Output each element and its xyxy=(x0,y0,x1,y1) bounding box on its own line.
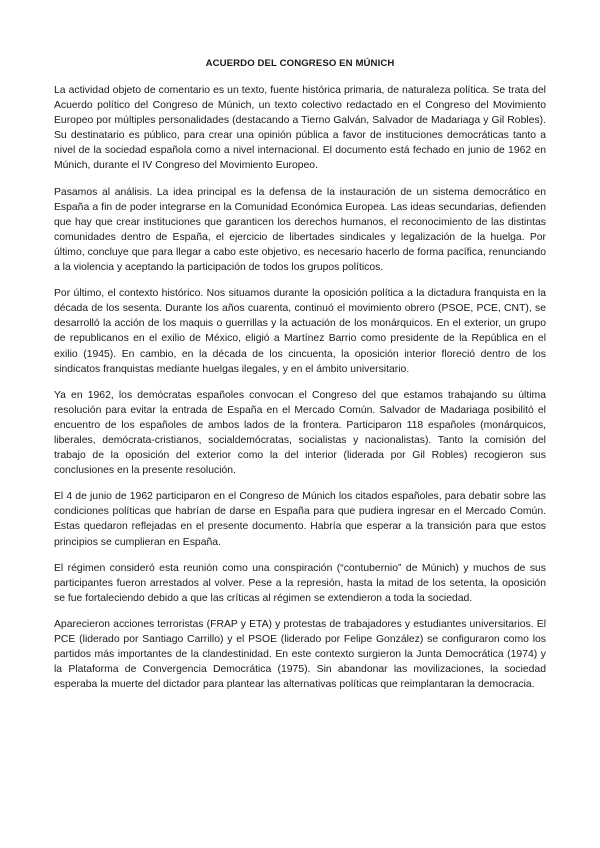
paragraph-context: Por último, el contexto histórico. Nos situamos durante la oposición política a la dictadura franquista en la década de los sesenta. Durante los años cuarenta, continuó el movimiento obrero (PSOE, PCE, CNT), se desarrolló la acción de los maquis o guerrillas y la actuación de los monárquicos. En el exterior, un grupo de republicanos en el exilio de México, eligió a Martínez Barrio como presidente de la República en el exilio (1945). En cambio, en la década de los cincuenta, la oposición interior floreció dentro de los sindicatos franquistas mediante huelgas ilegales, y en el ámbito universitario. xyxy=(54,288,546,375)
paragraph-opposition: Aparecieron acciones terroristas (FRAP y ETA) y protestas de trabajadores y estudiantes universitarios. El PCE (liderado por Santiago Carrillo) y el PSOE (liderado por Felipe González) se configuraron como los partidos más importantes de la clandestinidad. En este contexto surgieron la Junta Democrática (1974) y la Plataforma de Convergencia Democrática (1975). Sin abandonar las movilizaciones, la sociedad esperaba la muerte del dictador para plantear las alternativas políticas que reimplantaran la democracia. xyxy=(54,618,546,691)
paragraph-1962: Ya en 1962, los demócratas españoles convocan el Congreso del que estamos trabajando su última resolución para evitar la entrada de España en el Mercado Común. Salvador de Madariaga posibilitó el encuentro de los españoles de ambos lados de la frontera. Participaron 118 españoles (monárquicos, liberales, demócrata-cristianos, socialdemócratas, socialistas y nacionalistas). Tanto la comisión del trabajo de la oposición del exterior como la del interior (liderada por Gil Robles) recogieron sus conclusiones en la presente resolución. xyxy=(54,389,546,477)
paragraph-june-1962: El 4 de junio de 1962 participaron en el Congreso de Múnich los citados españoles, para debatir sobre las condiciones políticas que habrían de darse en España para que pudiera ingresar en el Mercado Común. Estas quedaron reflejadas en el presente documento. Habría que esperar a la transición para que estos principios se cumplieran en España. xyxy=(54,491,546,548)
paragraph-intro: La actividad objeto de comentario es un texto, fuente histórica primaria, de naturaleza política. Se trata del Acuerdo político del Congreso de Múnich, un texto colectivo redactado en el Congreso del Movimiento Europeo por múltiples personalidades (destacando a Tierno Galván, Salvador de Madariaga y Gil Robles). Su destinatario es público, para crear una opinión pública a favor de instituciones democráticas tanto a nivel de la sociedad española como a nivel internacional. El documento está fechado en junio de 1962 en Múnich, durante el IV Congreso del Movimiento Europeo. xyxy=(54,85,546,172)
document-title: ACUERDO DEL CONGRESO EN MÚNICH xyxy=(205,58,395,69)
paragraph-analysis: Pasamos al análisis. La idea principal es la defensa de la instauración de un sistema democrático en España a fin de poder integrarse en la Comunidad Económica Europea. Las ideas secundarias, defienden que hay que crear instituciones que garanticen los derechos humanos, el reconocimiento de las distintas comunidades dentro de España, el ejercicio de libertades sindicales y legalización de la huelga. Por último, concluye que para llegar a cabo este objetivo, es necesario hacerlo de forma pacífica, renunciando a la violencia y aceptando la participación de todos los grupos políticos. xyxy=(54,186,546,274)
document-page xyxy=(54,58,546,703)
paragraph-regime: El régimen consideró esta reunión como una conspiración (“contubernio” de Múnich) y muchos de sus participantes fueron arrestados al volver. Pese a la represión, hasta la mitad de los setenta, la oposición se fue fortaleciendo debido a que las críticas al régimen se extendieron a toda la sociedad. xyxy=(54,562,546,604)
